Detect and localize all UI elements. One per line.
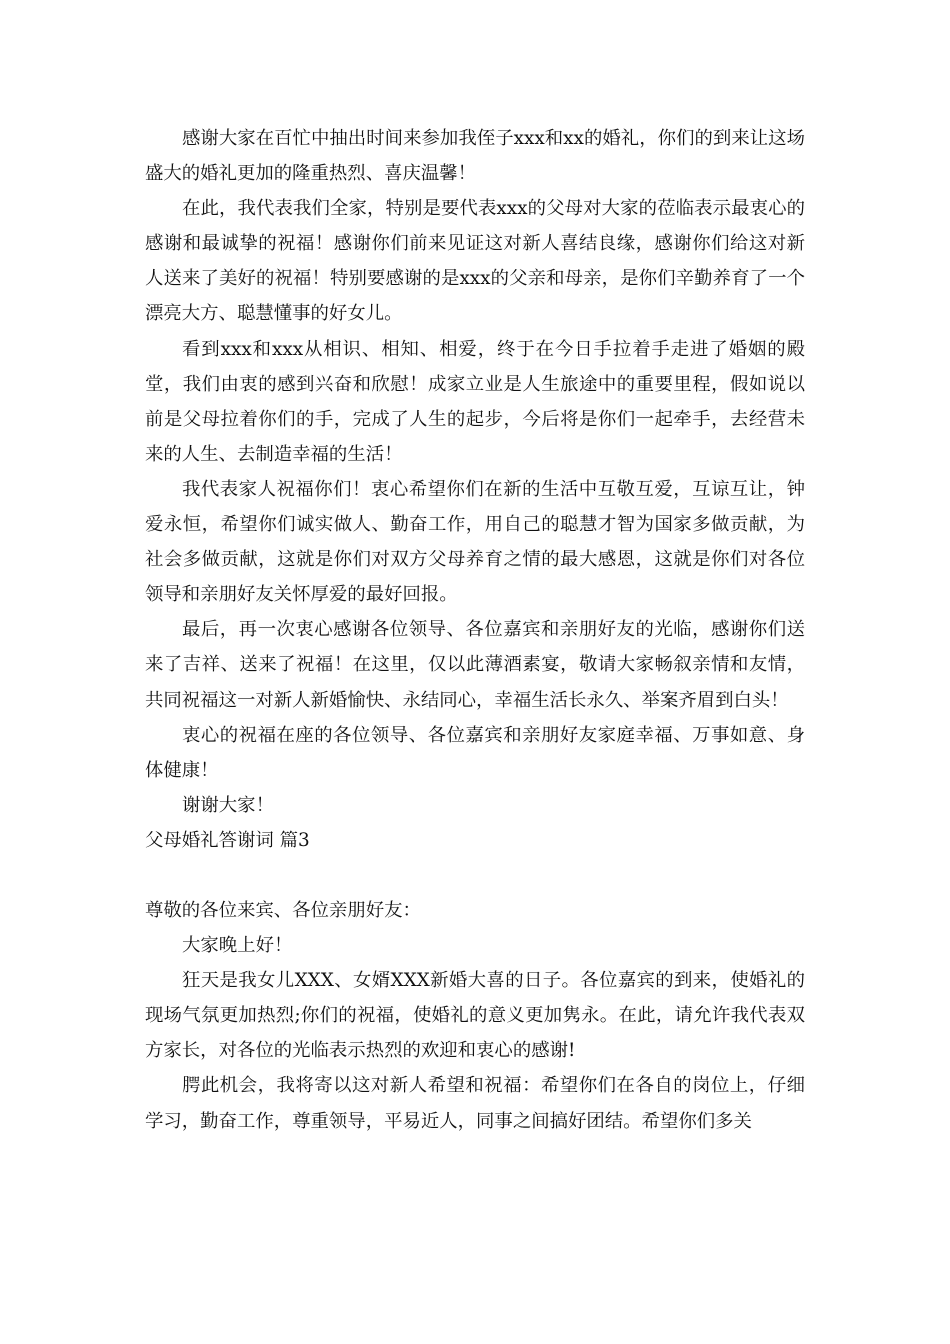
paragraph-thanks-attendance: 感谢大家在百忙中抽出时间来参加我侄子xxx和xx的婚礼，你们的到来让这场盛大的婚礼更加的隆重热烈、喜庆温馨！: [145, 128, 805, 185]
section-spacer: [145, 858, 805, 893]
paragraph-family-blessing: 我代表家人祝福你们！衷心希望你们在新的生活中互敬互爱，互谅互让，钟爱永恒，希望你们诚实做人、勤奋工作，用自己的聪慧才智为国家多做贡献，为社会多做贡献，这就是你们对双方父母养育之情的最大感恩，这就是你们对各位领导和亲朋好友关怀厚爱的最好回报。: [145, 478, 805, 606]
paragraph-wishes: 衷心的祝福在座的各位领导、各位嘉宾和亲朋好友家庭幸福、万事如意、身体健康！: [145, 724, 805, 781]
paragraph-family-gratitude: 在此，我代表我们全家，特别是要代表xxx的父母对大家的莅临表示最衷心的感谢和最诚挚的祝福！感谢你们前来见证这对新人喜结良缘，感谢你们给这对新人送来了美好的祝福！特别要感谢的是xxx的父亲和母亲，是你们辛勤养育了一个漂亮大方、聪慧懂事的好女儿。: [145, 198, 805, 325]
paragraph-hopes: 腭此机会，我将寄以这对新人希望和祝福：希望你们在各自的岗位上，仔细学习，勤奋工作，尊重领导，平易近人，同事之间搞好团结。希望你们多关: [145, 1075, 805, 1132]
document-body: [145, 121, 805, 1139]
section-title: 父母婚礼答谢词 篇3: [145, 829, 310, 851]
paragraph-final-thanks: 最后，再一次衷心感谢各位领导、各位嘉宾和亲朋好友的光临，感谢你们送来了吉祥、送来了祝福！在这里，仅以此薄酒素宴，敬请大家畅叙亲情和友情，共同祝福这一对新人新婚愉快、永结同心，幸福生活长永久、举案齐眉到白头！: [145, 619, 805, 711]
paragraph-thank-you: 谢谢大家！: [182, 794, 274, 816]
salutation: 尊敬的各位来宾、各位亲朋好友：: [145, 899, 421, 921]
paragraph-marriage-journey: 看到xxx和xxx从相识、相知、相爱，终于在今日手拉着手走进了婚姻的殿堂，我们由衷的感到兴奋和欣慰！成家立业是人生旅途中的重要里程，假如说以前是父母拉着你们的手，完成了人生的起步，今后将是你们一起牵手，去经营未来的人生、去制造幸福的生活！: [145, 338, 805, 465]
paragraph-greeting: 大家晚上好！: [182, 935, 293, 957]
paragraph-wedding-day: 狂天是我女儿XXX、女婿XXX新婚大喜的日子。各位嘉宾的到来，使婚礼的现场气氛更加热烈;你们的祝福，使婚礼的意义更加隽永。在此，请允许我代表双方家长，对各位的光临表示热烈的欢迎和衷心的感谢!: [145, 970, 805, 1062]
